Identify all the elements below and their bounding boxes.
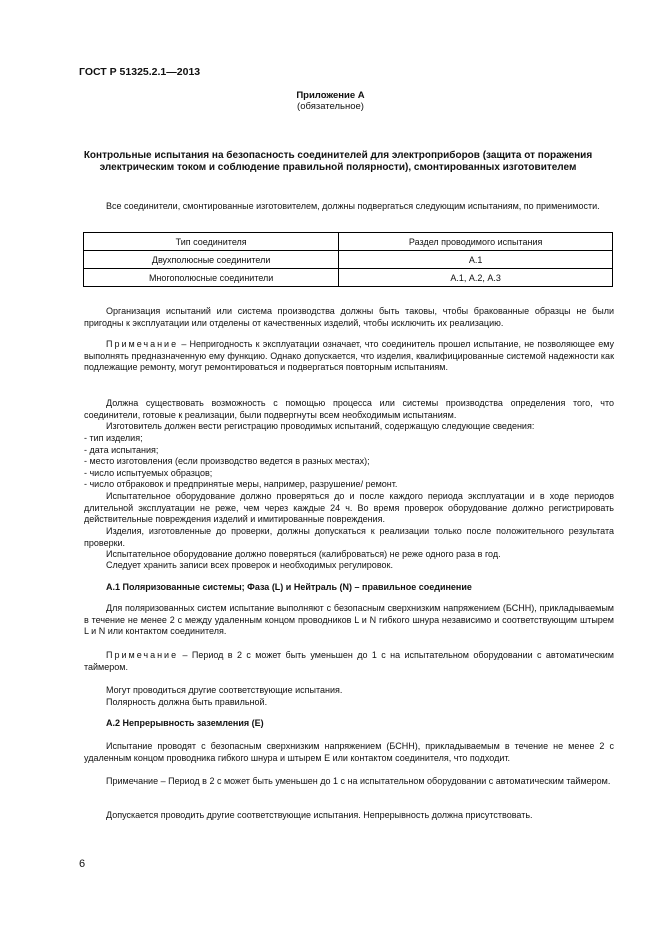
intro-paragraph: Все соединители, смонтированные изготовителем, должны подвергаться следующим испытаниям, по применимости.	[106, 201, 600, 211]
section-a1-polarity: Полярность должна быть правильной.	[106, 697, 268, 707]
section-a2-text: Испытание проводят с безопасным сверхнизким напряжением (БСНН), прикладываемым в течение не менее 2 с удаленным концом проводника гибкого шнура и штырем Е или контактом соединителя, что подходит.	[84, 741, 614, 763]
note-text: – Период в 2 с может быть уменьшен до 1 с на испытательном оборудовании с автоматическим таймером.	[84, 650, 614, 672]
note-text: – Непригодность к эксплуатации означает, что соединитель прошел испытание, не позволяющее ему выполнять предназначенную ему функцию. Однако допускается, что изделия, квалифицированные системой надежности как подлежащие ремонту, могут ремонтироваться и подвергаться повторным испытаниям.	[84, 339, 614, 373]
possibility-paragraph: Должна существовать возможность с помощью процесса или системы производства определения того, что соединители, готовые к реализации, были подвергнуты всем необходимым испытаниям.	[84, 398, 614, 420]
note-label: Примечание	[106, 339, 179, 349]
note-paragraph	[84, 339, 614, 374]
note-label: Примечание	[106, 650, 179, 660]
test-table	[83, 232, 613, 287]
list-item: - число испытуемых образцов;	[84, 468, 213, 478]
list-item: - дата испытания;	[84, 445, 159, 455]
list-item: - место изготовления (если производство ведется в разных местах);	[84, 456, 370, 466]
section-a2-heading: А.2 Непрерывность заземления (Е)	[106, 718, 264, 728]
table-cell: А.1	[339, 251, 613, 269]
section-a1-note	[84, 650, 614, 673]
products-paragraph: Изделия, изготовленные до проверки, должны допускаться к реализации только после положительного результата проверки.	[84, 526, 614, 548]
page-number: 6	[79, 858, 86, 870]
appendix-status: (обязательное)	[297, 101, 364, 112]
calibration-paragraph: Испытательное оборудование должно поверяться (калиброваться) не реже одного раза в год.	[106, 549, 501, 559]
records-paragraph: Следует хранить записи всех проверок и необходимых регулировок.	[106, 560, 393, 570]
table-row	[84, 251, 613, 269]
section-a1-other: Могут проводиться другие соответствующие испытания.	[106, 685, 343, 695]
table-header-cell: Тип соединителя	[84, 233, 339, 251]
appendix-title: Приложение А	[296, 90, 365, 101]
list-item: - число отбраковок и предпринятые меры, например, разрушение/ ремонт.	[84, 479, 398, 489]
table-cell: А.1, А.2, А.3	[339, 269, 613, 287]
organization-paragraph: Организация испытаний или система производства должны быть таковы, чтобы бракованные образцы не были пригодны к эксплуатации или отделены от качественных изделий, чтобы исключить их реализацию.	[84, 306, 614, 328]
table-row	[84, 269, 613, 287]
table-header-cell: Раздел проводимого испытания	[339, 233, 613, 251]
section-a1-text: Для поляризованных систем испытание выполняют с безопасным сверхнизким напряжением (БСНН), прикладываемым в течение не менее 2 с между удаленным концом проводников L и N гибкого шнура независимо и соответствующим штырем L и N или контактом соединителя.	[84, 603, 614, 637]
table-header-row	[84, 233, 613, 251]
section-a1-heading: А.1 Поляризованные системы; Фаза (L) и Нейтраль (N) – правильное соединение	[106, 582, 472, 592]
equipment-paragraph: Испытательное оборудование должно проверяться до и после каждого периода эксплуатации и в ходе периодов длительной эксплуатации не реже, чем через каждые 24 ч. Во время проверок оборудование должно регистрировать действительные повреждения изделий и имитированные повреждения.	[84, 491, 614, 525]
table-cell: Многополюсные соединители	[84, 269, 339, 287]
section-title: Контрольные испытания на безопасность соединителей для электроприборов (защита от поражения электрическим током и соблюдение правильной полярности), смонтированных изготовителем	[83, 150, 593, 173]
section-a2-note: Примечание – Период в 2 с может быть уменьшен до 1 с на испытательном оборудовании с автоматическим таймером.	[106, 776, 611, 786]
list-item: - тип изделия;	[84, 433, 143, 443]
table-cell: Двухполюсные соединители	[84, 251, 339, 269]
register-paragraph: Изготовитель должен вести регистрацию проводимых испытаний, содержащую следующие сведения:	[106, 421, 535, 431]
section-a2-other: Допускается проводить другие соответствующие испытания. Непрерывность должна присутствовать.	[106, 810, 533, 820]
document-header: ГОСТ Р 51325.2.1—2013	[79, 66, 201, 78]
